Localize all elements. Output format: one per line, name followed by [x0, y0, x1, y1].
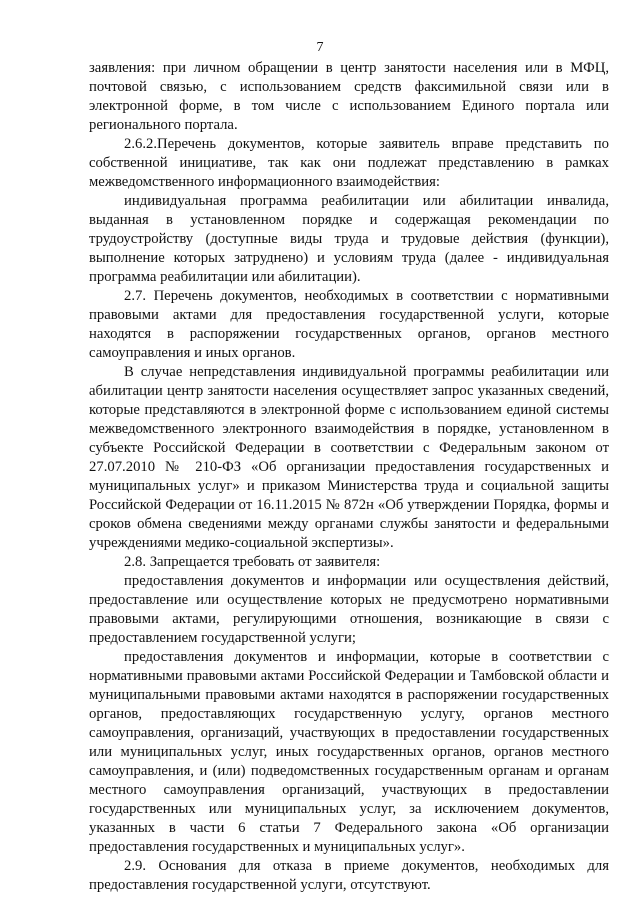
paragraph-2-7: 2.7. Перечень документов, необходимых в соответствии с нормативными правовыми актами для предоставления государственной услуги, которые находятся в распоряжении государственных органов, органов местного самоуправления и иных органов. — [89, 288, 609, 361]
paragraph-rehabilitation-program: индивидуальная программа реабилитации или абилитации инвалида, выданная в установленном порядке и содержащая рекомендации по трудоустройству (доступные виды труда и трудовые действия (функции), выполнение которых затруднено) и условиям труда (далее - индивидуальная программа реабилитации или абилитации). — [89, 193, 609, 285]
document-body — [89, 59, 609, 895]
paragraph-non-submission: В случае непредставления индивидуальной программы реабилитации или абилитации центр занятости населения осуществляет запрос указанных сведений, которые представляются в электронной форме с использованием единой системы межведомственного электронного взаимодействия в порядке, установленном в субъекте Российской Федерации в соответствии с Федеральным законом от 27.07.2010 № 210-ФЗ «Об организации предоставления государственных и муниципальных услуг» и приказом Министерства труда и социальной защиты Российской Федерации от 16.11.2015 № 872н «Об утверждении Порядка, формы и сроков обмена сведениями между органами службы занятости и федеральными учреждениями медико-социальной экспертизы». — [89, 364, 609, 551]
paragraph-application-methods: заявления: при личном обращении в центр занятости населения или в МФЦ, почтовой связью, с использованием средств факсимильной связи или в электронной форме, в том числе с использованием Единого портала или регионального портала. — [89, 60, 609, 133]
page-number: 7 — [316, 40, 324, 55]
paragraph-2-9: 2.9. Основания для отказа в приеме документов, необходимых для предоставления государственной услуги, отсутствуют. — [89, 858, 609, 893]
paragraph-2-8: 2.8. Запрещается требовать от заявителя: — [124, 554, 381, 570]
paragraph-prohibition-2: предоставления документов и информации, которые в соответствии с нормативными правовыми актами Российской Федерации и Тамбовской области и муниципальными правовыми актами находятся в распоряжении государственных органов, предоставляющих государственную услугу, органов местного самоуправления, организаций, участвующих в предоставлении государственных или муниципальных услуг, иных государственных органов, органов местного самоуправления, и (или) подведомственных государственным органам и органам местного самоуправления организаций, участвующих в предоставлении государственных или муниципальных услуг, за исключением документов, указанных в части 6 статьи 7 Федерального закона «Об организации предоставления государственных и муниципальных услуг». — [89, 649, 609, 855]
paragraph-prohibition-1: предоставления документов и информации или осуществления действий, предоставление или осуществление которых не предусмотрено нормативными правовыми актами, регулирующими отношения, возникающие в связи с предоставлением государственной услуги; — [89, 573, 609, 646]
paragraph-2-6-2: 2.6.2.Перечень документов, которые заявитель вправе представить по собственной инициативе, так как они подлежат представлению в рамках межведомственного информационного взаимодействия: — [89, 136, 609, 190]
